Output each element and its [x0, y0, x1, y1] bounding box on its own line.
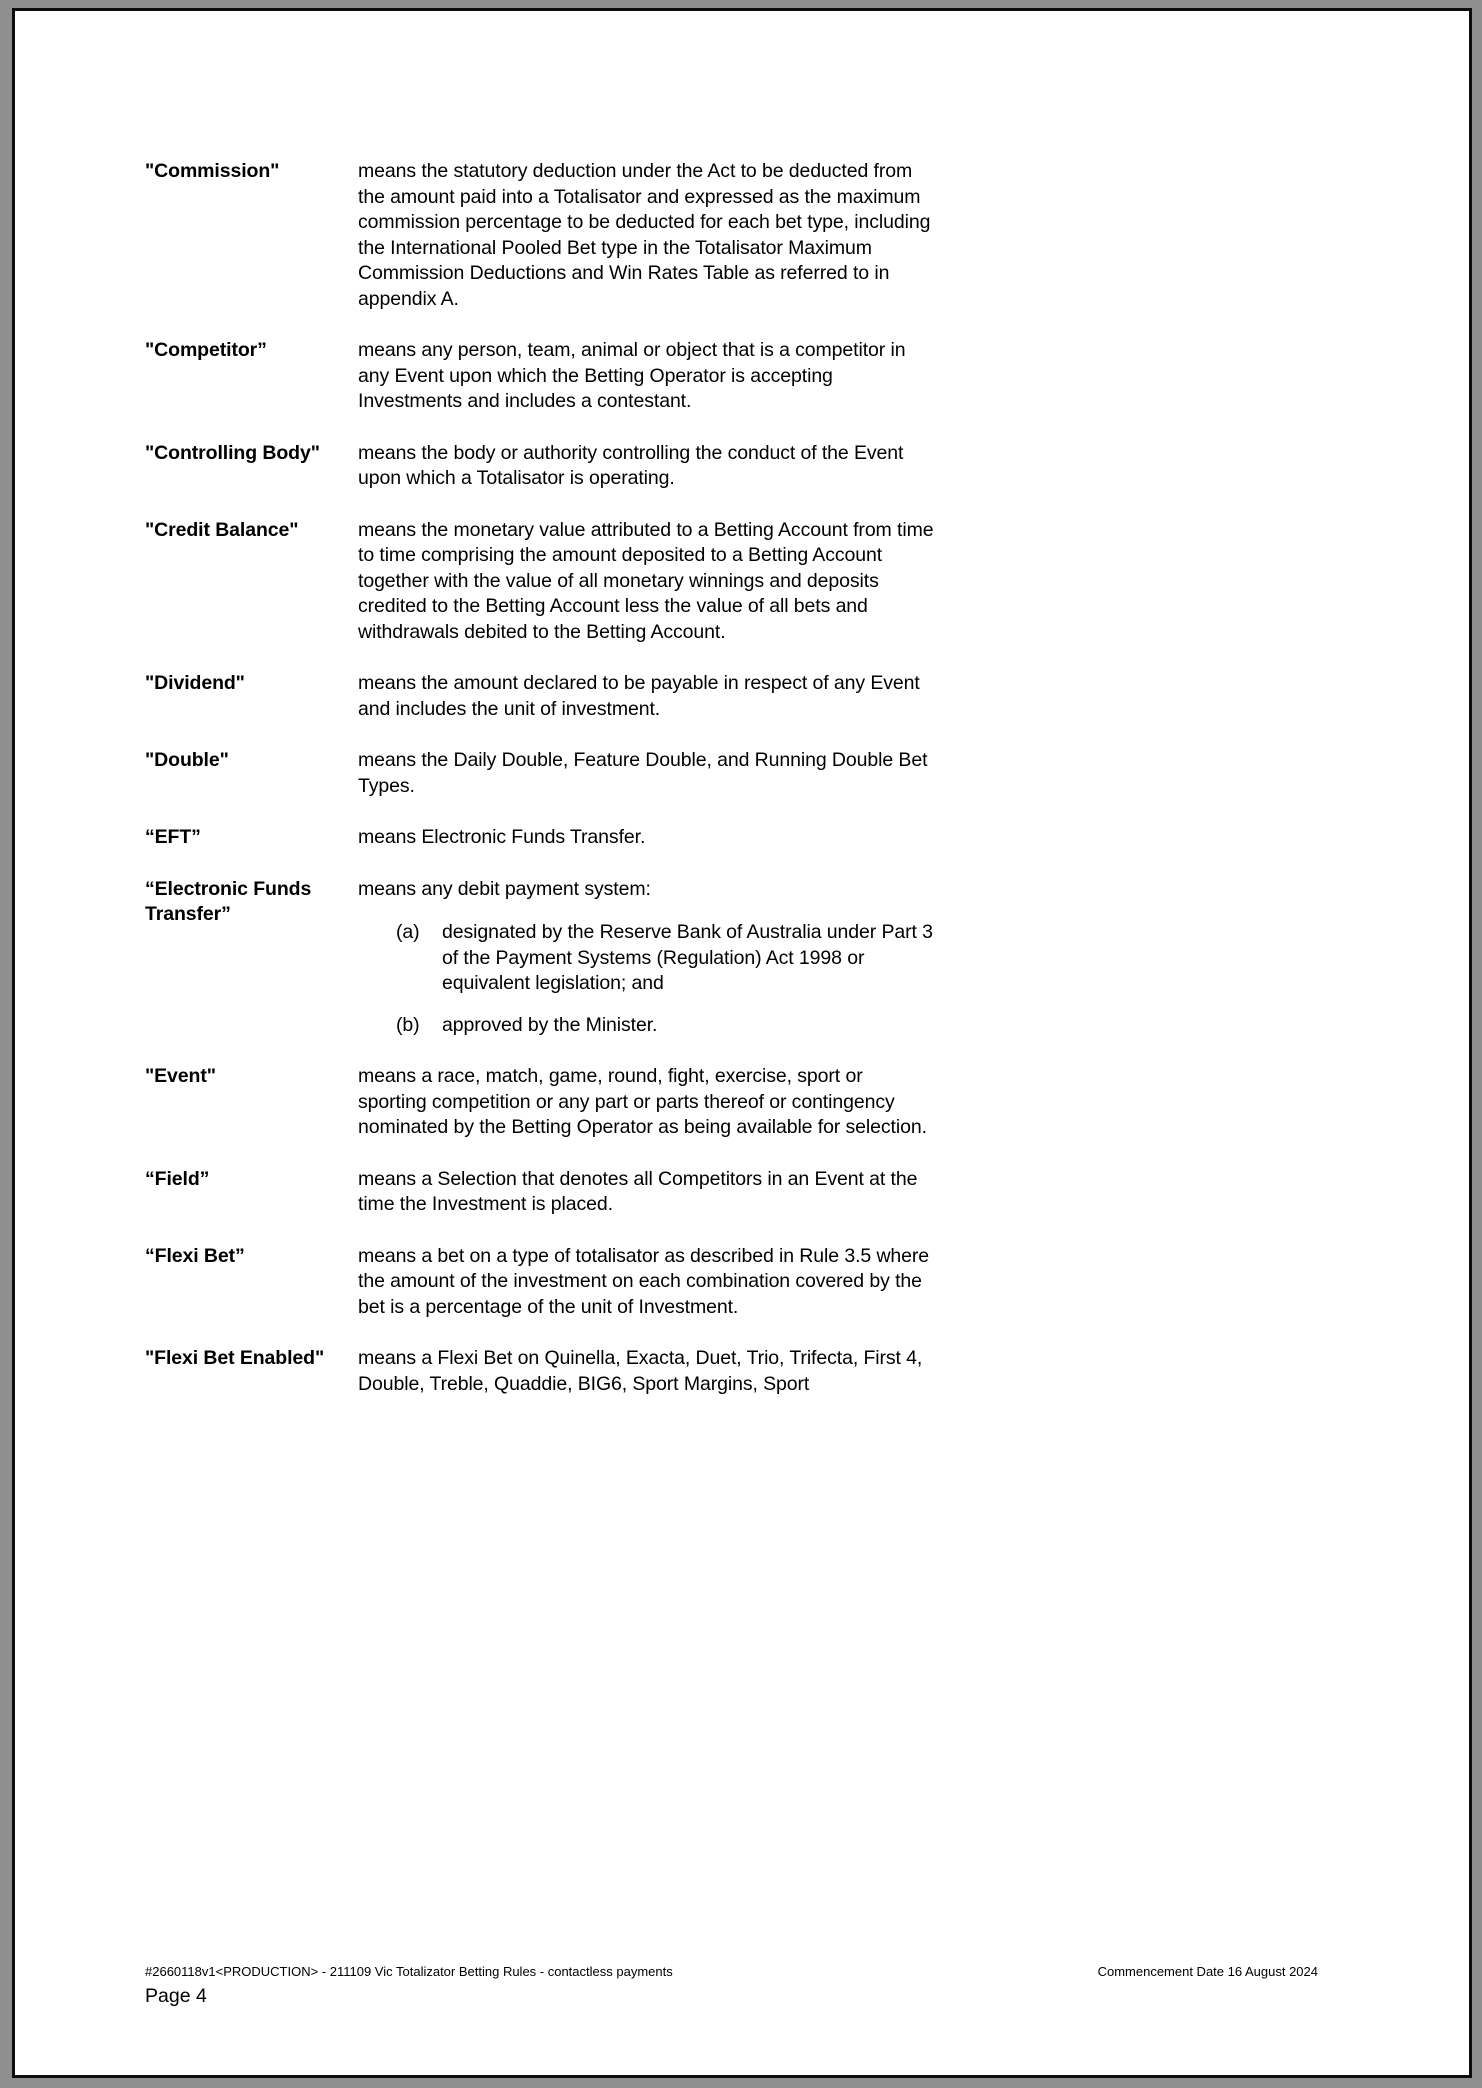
- definition-term: “Field”: [145, 1167, 210, 1190]
- definition-text: means the amount declared to be payable in respect of any Event and includes the unit of investment.: [358, 672, 920, 720]
- definition-body: [358, 877, 935, 1039]
- sub-item-text: approved by the Minister.: [442, 1013, 658, 1036]
- definition-body: [358, 748, 935, 799]
- definition-term: "Double": [145, 749, 229, 771]
- definition-text: means any debit payment system:: [358, 877, 651, 900]
- definition-body: [358, 825, 935, 851]
- definition-text: means any person, team, animal or object that is a competitor in any Event upon which the Betting Operator is accepting Investments and includes a contestant.: [358, 339, 906, 412]
- definition-entry: [145, 1244, 935, 1321]
- definition-term: "Flexi Bet Enabled": [145, 1347, 325, 1369]
- definition-entry: [145, 1167, 935, 1218]
- footer-commencement-date: Commencement Date 16 August 2024: [1097, 1964, 1318, 1979]
- footer-document-id: #2660118v1<PRODUCTION> - 211109 Vic Totalizator Betting Rules - contactless payments: [145, 1964, 673, 1979]
- sub-item-marker: (b): [396, 1013, 420, 1036]
- definition-body: [358, 518, 935, 646]
- definition-text: means a race, match, game, round, fight, exercise, sport or sporting competition or any part or parts thereof or contingency nominated by the Betting Operator as being available for selection.: [358, 1065, 927, 1138]
- definition-body: [358, 1346, 935, 1397]
- definition-sub-list: [358, 920, 935, 1038]
- page-footer: [145, 1963, 1374, 2009]
- definition-term: "Controlling Body": [145, 441, 320, 464]
- footer-top-row: [145, 1963, 1374, 1980]
- definition-entry: [145, 441, 935, 492]
- definition-entry: [145, 825, 935, 851]
- definition-term: “EFT”: [145, 826, 201, 848]
- definition-text: means the body or authority controlling the conduct of the Event upon which a Totalisator is operating.: [358, 441, 904, 489]
- definition-body: [358, 159, 935, 312]
- definition-entry: [145, 518, 935, 646]
- definition-text: means the monetary value attributed to a Betting Account from time to time comprising the amount deposited to a Betting Account together with the value of all monetary winnings and deposits credited to the Betting Account less the value of all bets and withdrawals debited to the Betting Account.: [358, 518, 934, 643]
- sub-item-marker: (a): [396, 921, 420, 943]
- definition-body: [358, 1064, 935, 1141]
- definition-body: [358, 671, 935, 722]
- definition-entry: [145, 1346, 935, 1397]
- definition-text: means the Daily Double, Feature Double, and Running Double Bet Types.: [358, 749, 928, 797]
- definition-entry: [145, 877, 935, 1039]
- definition-body: [358, 338, 935, 415]
- definition-text: means a Flexi Bet on Quinella, Exacta, Duet, Trio, Trifecta, First 4, Double, Treble, Quaddie, BIG6, Sport Margins, Sport: [358, 1347, 923, 1395]
- definition-entry: [145, 338, 935, 415]
- definition-sub-item: [358, 1013, 935, 1039]
- definition-text: means Electronic Funds Transfer.: [358, 826, 646, 848]
- definition-text: means a bet on a type of totalisator as described in Rule 3.5 where the amount of the investment on each combination covered by the bet is a percentage of the unit of Investment.: [358, 1244, 930, 1318]
- definition-text: means a Selection that denotes all Competitors in an Event at the time the Investment is placed.: [358, 1167, 918, 1215]
- definition-term: "Commission": [145, 160, 280, 182]
- definition-term: "Credit Balance": [145, 518, 299, 541]
- footer-page-number: Page 4: [145, 1985, 207, 2007]
- definition-entry: [145, 671, 935, 722]
- page-content-area: [15, 11, 1469, 2075]
- sub-item-text: designated by the Reserve Bank of Australia under Part 3 of the Payment Systems (Regulation) Act 1998 or equivalent legislation; and: [442, 921, 933, 994]
- definition-term: "Event": [145, 1065, 216, 1087]
- definition-entry: [145, 748, 935, 799]
- definition-term: “Electronic Funds Transfer”: [145, 877, 312, 925]
- definition-term: "Dividend": [145, 672, 245, 694]
- definition-text: means the statutory deduction under the Act to be deducted from the amount paid into a Totalisator and expressed as the maximum commission percentage to be deducted for each bet type, including the International Pooled Bet type in the Totalisator Maximum Commission Deductions and Win Rates Table as referred to in appendix A.: [358, 160, 931, 310]
- definitions-list: [145, 159, 935, 1397]
- definition-term: "Competitor”: [145, 339, 267, 361]
- document-page-sheet: [12, 8, 1472, 2078]
- definition-body: [358, 441, 935, 492]
- definition-body: [358, 1244, 935, 1321]
- definition-entry: [145, 1064, 935, 1141]
- definition-term: “Flexi Bet”: [145, 1244, 245, 1267]
- definition-sub-item: [358, 920, 935, 997]
- definition-entry: [145, 159, 935, 312]
- definition-body: [358, 1167, 935, 1218]
